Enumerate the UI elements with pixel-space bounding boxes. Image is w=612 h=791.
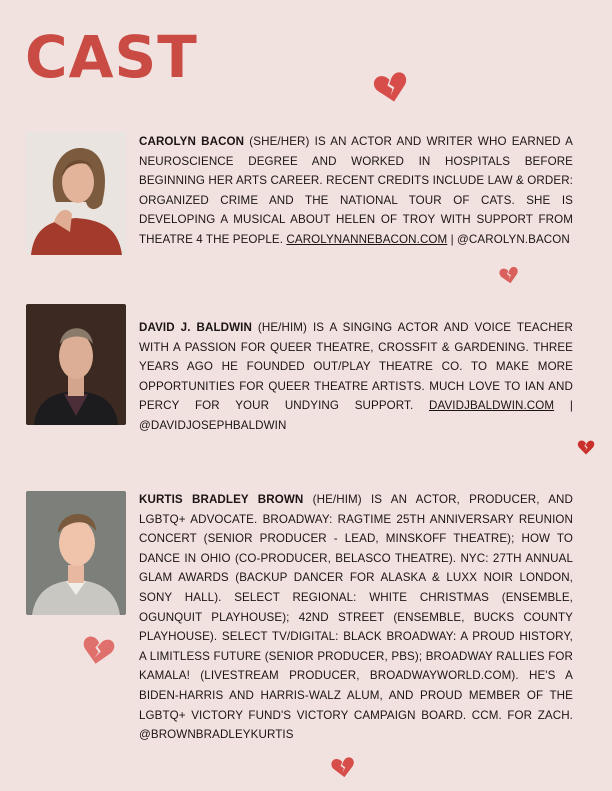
bio-text: (HE/HIM) IS AN ACTOR, PRODUCER, AND LGBTQ+ ADVOCATE. BROADWAY: RAGTIME 25TH ANNIVERSARY REUNION CONCERT (SENIOR PRODUCER - LEAD, MINSKOFF THEATRE); HOW TO DANCE IN OHIO (CO-PRODUCER, BELASCO THEATRE). NYC: 27TH ANNUAL GLAM AWARDS (BACKUP DANCER FOR ALASKA & LUXX NOIR LONDON, SONY HALL). SELECT REGIONAL: WHITE CHRISTMAS (ENSEMBLE, OGUNQUIT PLAYHOUSE); 42ND STREET (ENSEMBLE, BUCKS COUNTY PLAYHOUSE). SELECT TV/DIGITAL: BLACK BROADWAY: A PROUD HISTORY, A LIMITLESS FUTURE (SENIOR PRODUCER, PBS); BROADWAY RALLIES FOR KAMALA! (LIVESTREAM PRODUCER, BROADWAYWORLD.COM). HE'S A BIDEN-HARRIS AND HARRIS-WALZ ALUM, AND PROUD MEMBER OF THE LGBTQ+ VICTORY FUND'S VICTORY CAMPAIGN BOARD. CCM. FOR ZACH. @BROWNBRADLEYKURTIS (139, 493, 573, 742)
social-handle: | @DAVIDJOSEPHBALDWIN (139, 399, 573, 432)
cast-name: KURTIS BRADLEY BROWN (139, 493, 304, 506)
broken-heart-icon (577, 439, 595, 455)
broken-heart-icon (371, 68, 411, 106)
social-handle: | @CAROLYN.BACON (447, 232, 570, 246)
broken-heart-icon (330, 754, 357, 779)
carolyn-bacon-headshot (26, 132, 126, 255)
cast-name: DAVID J. BALDWIN (139, 321, 252, 334)
kurtis-brown-headshot (26, 491, 126, 615)
bio-david-baldwin (139, 318, 573, 436)
website-link[interactable]: CAROLYNANNEBACON.COM (286, 232, 448, 246)
bio-text: (SHE/HER) IS AN ACTOR AND WRITER WHO EARNED A NEUROSCIENCE DEGREE AND WORKED IN HOSPITALS BEFORE BEGINNING HER ARTS CAREER. RECENT CREDITS INCLUDE LAW & ORDER: ORGANIZED CRIME AND THE NATIONAL TOUR OF CATS. SHE IS DEVELOPING A MUSICAL ABOUT HELEN OF TROY WITH SUPPORT FROM THEATRE 4 THE PEOPLE. (139, 135, 573, 246)
page-title: CAST (25, 23, 198, 91)
broken-heart-icon (498, 264, 521, 285)
bio-text: (HE/HIM) IS A SINGING ACTOR AND VOICE TEACHER WITH A PASSION FOR QUEER THEATRE, CROSSFIT & GARDENING. THREE YEARS AGO HE FOUNDED OUT/PLAY THEATRE CO. TO MAKE MORE OPPORTUNITIES FOR QUEER THEATRE ARTISTS. MUCH LOVE TO IAN AND PERCY FOR YOUR UNDYING SUPPORT. (139, 321, 573, 413)
broken-heart-icon (80, 632, 117, 667)
bio-carolyn-bacon (139, 132, 573, 250)
cast-name: CAROLYN BACON (139, 135, 245, 148)
david-baldwin-headshot (26, 304, 126, 425)
website-link[interactable]: DAVIDJBALDWIN.COM (429, 399, 555, 413)
bio-kurtis-brown (139, 490, 573, 745)
